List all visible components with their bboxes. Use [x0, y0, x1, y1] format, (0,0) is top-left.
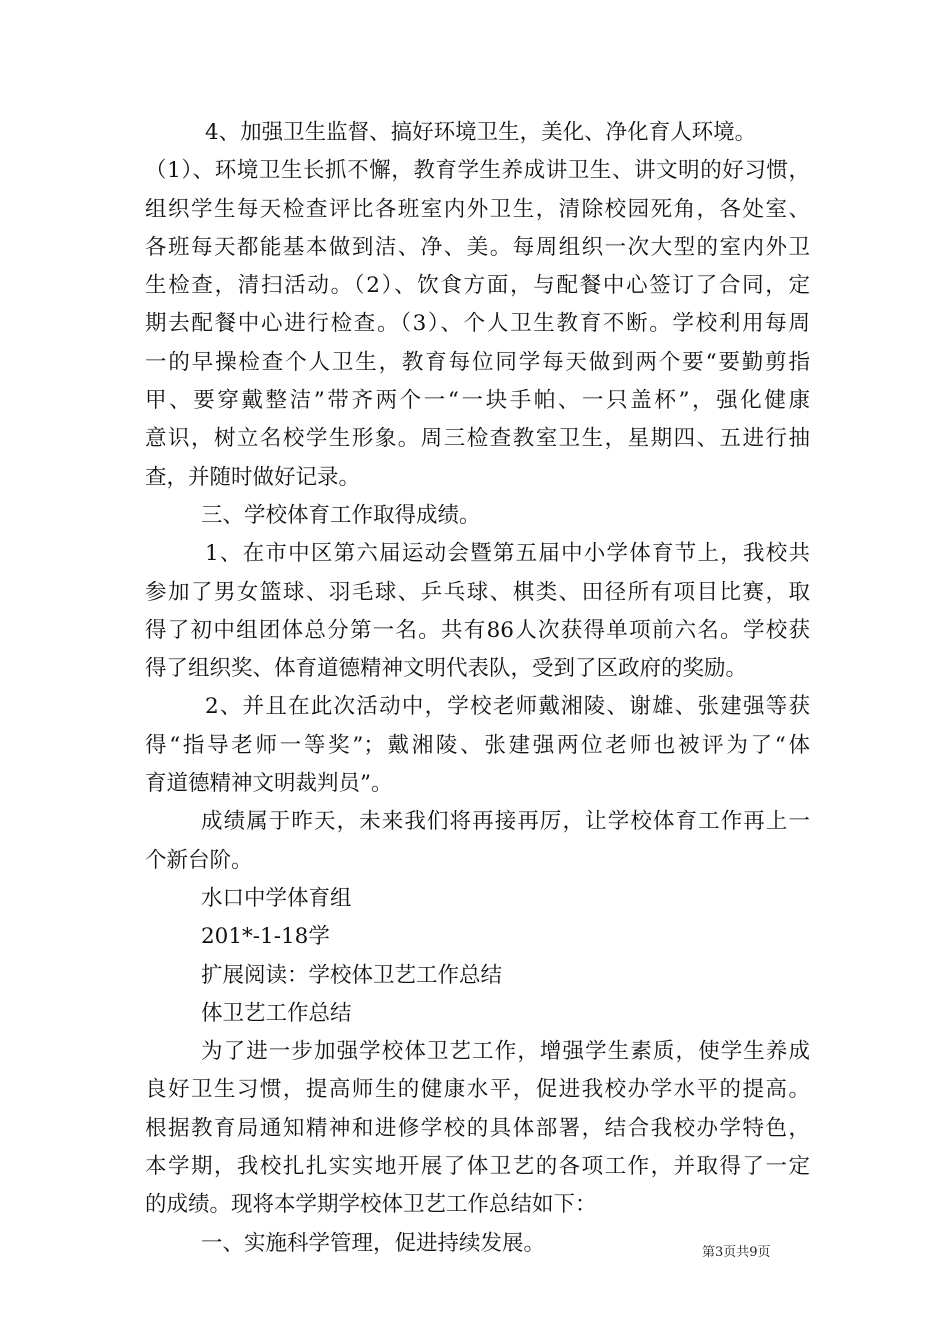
paragraph-line: 组织学生每天检查评比各班室内外卫生，清除校园死角，各处室、 [145, 196, 810, 222]
paragraph-line: 良好卫生习惯，提高师生的健康水平，促进我校办学水平的提高。 [145, 1077, 810, 1103]
paragraph-line: 甲、要穿戴整洁”带齐两个一“一块手帕、一只盖杯”，强化健康 [145, 388, 810, 414]
paragraph-line: 得了初中组团体总分第一名。共有86人次获得单项前六名。学校获 [145, 617, 810, 643]
document-body [145, 114, 810, 1263]
paragraph-line: 查，并随时做好记录。 [145, 464, 361, 490]
paragraph-line: 根据教育局通知精神和进修学校的具体部署，结合我校办学特色， [145, 1115, 810, 1141]
paragraph-line: 的成绩。现将本学期学校体卫艺工作总结如下： [145, 1192, 597, 1218]
section-heading: 三、学校体育工作取得成绩。 [201, 502, 481, 528]
paragraph-line: 成绩属于昨天，未来我们将再接再厉，让学校体育工作再上一 [201, 809, 810, 835]
paragraph-line: 本学期，我校扎扎实实地开展了体卫艺的各项工作，并取得了一定 [145, 1154, 810, 1180]
paragraph-line: 得了组织奖、体育道德精神文明代表队，受到了区政府的奖励。 [145, 656, 748, 682]
paragraph-line: 得“指导老师一等奖”；戴湘陵、张建强两位老师也被评为了“体 [145, 732, 810, 758]
paragraph-line: 参加了男女篮球、羽毛球、乒乓球、棋类、田径所有项目比赛，取 [145, 579, 810, 605]
paragraph-line: 2、并且在此次活动中，学校老师戴湘陵、谢雄、张建强等获 [205, 694, 810, 720]
paragraph-line: 育道德精神文明裁判员”。 [145, 771, 393, 797]
extended-reading-title: 扩展阅读：学校体卫艺工作总结 [201, 962, 503, 988]
paragraph-line: 意识，树立名校学生形象。周三检查教室卫生，星期四、五进行抽 [145, 426, 810, 452]
paragraph-line: 期去配餐中心进行检查。（3）、个人卫生教育不断。学校利用每周 [145, 311, 810, 337]
paragraph-line: （1）、环境卫生长抓不懈，教育学生养成讲卫生、讲文明的好习惯， [145, 158, 810, 184]
paragraph-line: 生检查，清扫活动。（2）、饮食方面，与配餐中心签订了合同，定 [145, 273, 810, 299]
document-title: 体卫艺工作总结 [201, 1000, 352, 1026]
signature-group: 水口中学体育组 [201, 885, 352, 911]
page-number: 第3页共9页 [702, 1245, 771, 1260]
paragraph-line: 为了进一步加强学校体卫艺工作，增强学生素质，使学生养成 [201, 1039, 810, 1065]
section-heading: 一、实施科学管理，促进持续发展。 [201, 1230, 546, 1256]
signature-date: 201*-1-18学 [201, 924, 330, 950]
paragraph-line: 1、在市中区第六届运动会暨第五届中小学体育节上，我校共 [205, 541, 810, 567]
paragraph-line: 个新台阶。 [145, 847, 253, 873]
paragraph-line: 4、加强卫生监督、搞好环境卫生，美化、净化育人环境。 [205, 120, 757, 145]
paragraph-line: 各班每天都能基本做到洁、净、美。每周组织一次大型的室内外卫 [145, 234, 810, 260]
paragraph-line: 一的早操检查个人卫生，教育每位同学每天做到两个要“要勤剪指 [145, 349, 810, 375]
